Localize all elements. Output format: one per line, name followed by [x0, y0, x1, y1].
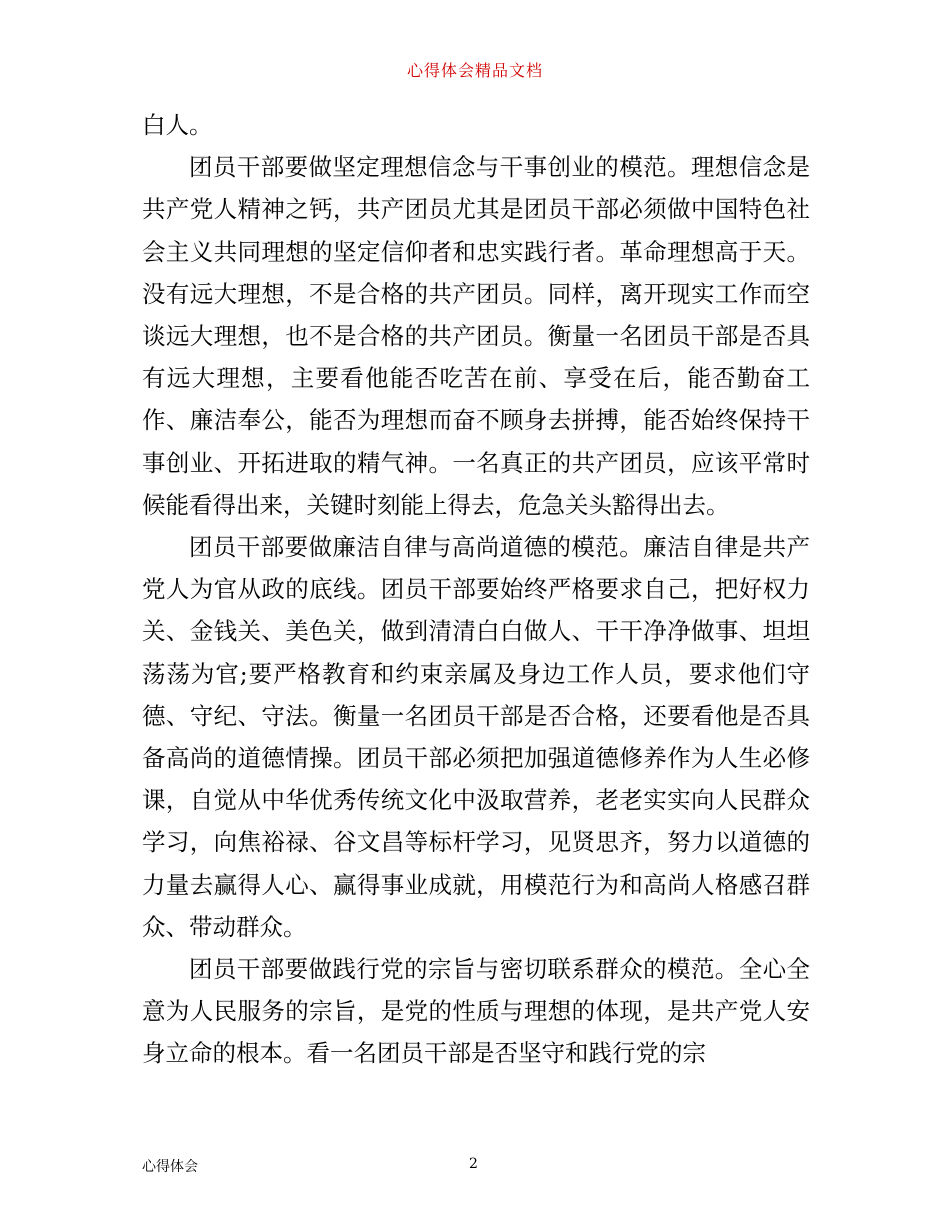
body-text — [142, 104, 810, 1075]
footer-label: 心得体会 — [142, 1159, 198, 1175]
paragraph: 团员干部要做践行党的宗旨与密切联系群众的模范。全心全意为人民服务的宗旨，是党的性质与理想的体现，是共产党人安身立命的根本。看一名团员干部是否坚守和践行党的宗 — [142, 955, 810, 1068]
paragraph: 白人。 — [142, 111, 213, 139]
paragraph: 团员干部要做坚定理想信念与干事创业的模范。理想信念是共产党人精神之钙，共产团员尤其是团员干部必须做中国特色社会主义共同理想的坚定信仰者和忠实践行者。革命理想高于天。没有远大理想，不是合格的共产团员。同样，离开现实工作而空谈远大理想，也不是合格的共产团员。衡量一名团员干部是否具有远大理想，主要看他能否吃苦在前、享受在后，能否勤奋工作、廉洁奉公，能否为理想而奋不顾身去拼搏，能否始终保持干事创业、开拓进取的精气神。一名真正的共产团员，应该平常时候能看得出来，关键时刻能上得去，危急关头豁得出去。 — [142, 153, 810, 519]
page-number: 2 — [469, 1156, 478, 1172]
page-header: 心得体会精品文档 — [406, 61, 543, 80]
paragraph: 团员干部要做廉洁自律与高尚道德的模范。廉洁自律是共产党人为官从政的底线。团员干部要始终严格要求自己，把好权力关、金钱关、美色关，做到清清白白做人、干干净净做事、坦坦荡荡为官;要严格教育和约束亲属及身边工作人员，要求他们守德、守纪、守法。衡量一名团员干部是否合格，还要看他是否具备高尚的道德情操。团员干部必须把加强道德修养作为人生必修课，自觉从中华优秀传统文化中汲取营养，老老实实向人民群众学习，向焦裕禄、谷文昌等标杆学习，见贤思齐，努力以道德的力量去赢得人心、赢得事业成就，用模范行为和高尚人格感召群众、带动群众。 — [142, 533, 810, 941]
